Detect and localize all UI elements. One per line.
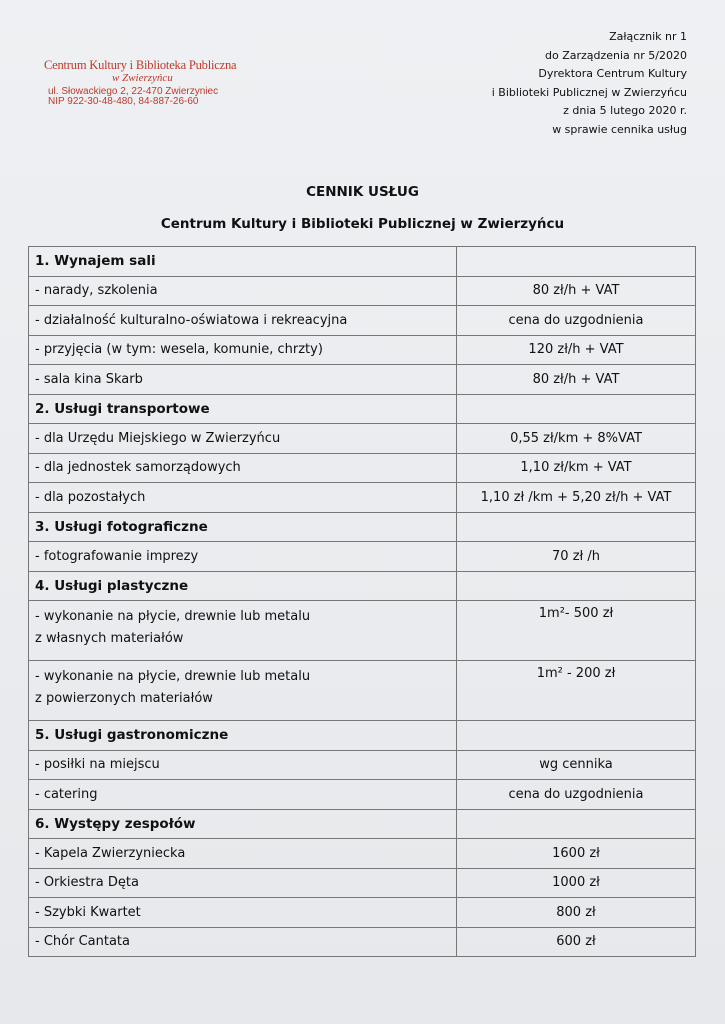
service-label: - działalność kulturalno-oświatowa i rekreacyjna [29,306,457,336]
service-label-line1: - wykonanie na płycie, drewnie lub metalu [35,669,311,684]
annex-line: i Biblioteki Publicznej w Zwierzyńcu [491,85,687,99]
service-price: 1000 zł [457,868,696,898]
annex-line: do Zarządzenia nr 5/2020 [544,48,687,62]
service-label: - przyjęcia (w tym: wesela, komunie, chrzty) [29,335,457,365]
service-label: - posiłki na miejscu [29,750,457,780]
service-label: - Kapela Zwierzyniecka [29,839,457,869]
section-title: 5. Usługi gastronomiczne [29,721,457,751]
service-price [457,721,696,751]
service-label [29,661,457,721]
service-price: 80 zł/h + VAT [457,276,696,306]
service-label: - dla pozostałych [29,483,457,513]
section-title: 3. Usługi fotograficzne [29,512,457,542]
service-price: 1600 zł [457,839,696,869]
table-row [29,276,696,306]
document-title: CENNIK USŁUG [306,184,419,200]
service-price: cena do uzgodnienia [457,306,696,336]
stamp-ids: NIP 922-30-48-480, 84-887-26-60 [48,96,199,107]
section-header-row [29,809,696,839]
service-price: 1,10 zł/km + VAT [457,453,696,483]
annex-line: z dnia 5 lutego 2020 r. [563,104,687,117]
service-label: - catering [29,780,457,810]
table-row [29,335,696,365]
service-price [457,247,696,277]
table-row [29,306,696,336]
table-row [29,424,696,454]
table-row [29,898,696,928]
service-label: - narady, szkolenia [29,276,457,306]
annex-header [427,28,687,139]
service-price: 80 zł/h + VAT [457,365,696,395]
service-price [457,571,696,601]
table-row [29,868,696,898]
table-row [29,601,696,661]
section-header-row [29,247,696,277]
service-label: - Orkiestra Dęta [29,868,457,898]
service-price: 1m²- 500 zł [457,601,696,661]
section-title: 1. Wynajem sali [29,247,457,277]
annex-line: Załącznik nr 1 [609,30,687,43]
service-price: 0,55 zł/km + 8%VAT [457,424,696,454]
service-label: - dla Urzędu Miejskiego w Zwierzyńcu [29,424,457,454]
service-price: 800 zł [457,898,696,928]
service-label-line1: - wykonanie na płycie, drewnie lub metalu [35,609,311,624]
service-label: - sala kina Skarb [29,365,457,395]
section-header-row [29,571,696,601]
service-price: 1m² - 200 zł [457,661,696,721]
section-title: 6. Występy zespołów [29,809,457,839]
service-label: - dla jednostek samorządowych [29,453,457,483]
section-title: 2. Usługi transportowe [29,394,457,424]
service-price [457,512,696,542]
section-title: 4. Usługi plastyczne [29,571,457,601]
service-price: wg cennika [457,750,696,780]
service-label: - Chór Cantata [29,927,457,957]
document-subtitle: Centrum Kultury i Biblioteki Publicznej w Zwierzyńcu [160,216,565,232]
service-price: cena do uzgodnienia [457,780,696,810]
service-label-line2: z powierzonych materiałów [35,691,213,706]
table-row [29,365,696,395]
institution-stamp [44,58,264,107]
service-label [29,601,457,661]
section-header-row [29,721,696,751]
service-price: 120 zł/h + VAT [457,335,696,365]
service-price [457,809,696,839]
annex-line: w sprawie cennika usług [552,122,687,136]
table-row [29,839,696,869]
stamp-address: ul. Słowackiego 2, 22-470 Zwierzyniec [48,86,219,97]
annex-line: Dyrektora Centrum Kultury [538,67,687,80]
service-label-line2: z własnych materiałów [35,631,184,646]
stamp-location: w Zwierzyńcu [112,72,173,84]
table-row [29,542,696,572]
service-label: - fotografowanie imprezy [29,542,457,572]
table-row [29,453,696,483]
price-table-body [29,247,696,957]
table-row [29,750,696,780]
service-label: - Szybki Kwartet [29,898,457,928]
table-row [29,780,696,810]
section-header-row [29,512,696,542]
service-price: 1,10 zł /km + 5,20 zł/h + VAT [457,483,696,513]
table-row [29,483,696,513]
stamp-name: Centrum Kultury i Biblioteka Publiczna [44,58,237,72]
price-table [28,246,696,957]
section-header-row [29,394,696,424]
service-price: 70 zł /h [457,542,696,572]
table-row [29,661,696,721]
table-row [29,927,696,957]
service-price [457,394,696,424]
service-price: 600 zł [457,927,696,957]
